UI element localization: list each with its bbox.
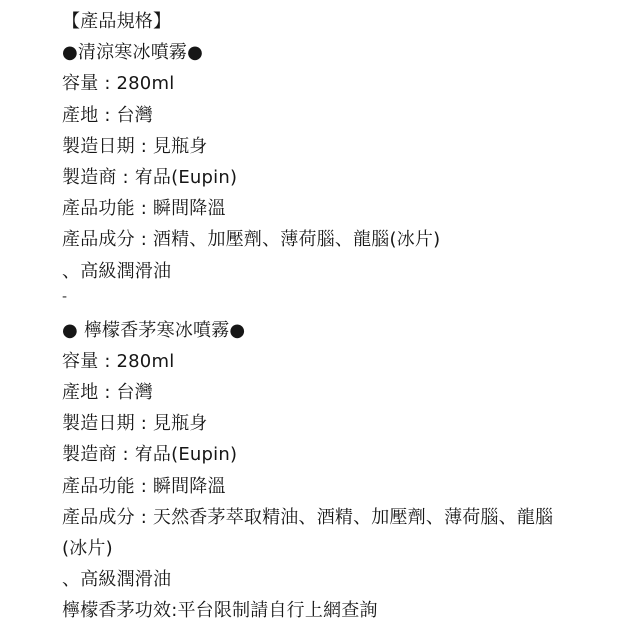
product1-volume: 容量 : 280ml bbox=[62, 73, 175, 95]
product2-ingredients-cont2: 、高級潤滑油 bbox=[62, 569, 172, 591]
product2-origin: 產地 : 台灣 bbox=[62, 382, 153, 404]
product1-ingredients-cont: 、高級潤滑油 bbox=[62, 260, 172, 282]
spec-header: 【產品規格】 bbox=[62, 11, 172, 32]
product1-function: 產品功能 : 瞬間降溫 bbox=[62, 198, 226, 220]
product2-note: 檸檬香茅功效:平台限制請自行上網查詢 bbox=[62, 600, 378, 622]
product1-ingredients: 產品成分 : 酒精、加壓劑、薄荷腦、龍腦(冰片) bbox=[62, 229, 441, 251]
product2-date: 製造日期 : 見瓶身 bbox=[62, 413, 208, 435]
product2-maker: 製造商 : 宥品(Eupin) bbox=[62, 444, 238, 466]
product1-title: ●清涼寒冰噴霧● bbox=[62, 42, 204, 64]
product2-ingredients: 產品成分 : 天然香茅萃取精油、酒精、加壓劑、薄荷腦、龍腦 bbox=[62, 506, 554, 528]
product2-function: 產品功能 : 瞬間降溫 bbox=[62, 475, 226, 497]
product1-maker: 製造商 : 宥品(Eupin) bbox=[62, 166, 238, 188]
product2-ingredients-cont1: (冰片) bbox=[62, 538, 113, 559]
product2-volume: 容量 : 280ml bbox=[62, 350, 175, 372]
product1-origin: 產地 : 台灣 bbox=[62, 104, 153, 126]
product1-date: 製造日期 : 見瓶身 bbox=[62, 135, 208, 157]
separator: - bbox=[62, 288, 68, 305]
product-spec-document bbox=[62, 6, 632, 627]
product2-title: ● 檸檬香茅寒冰噴霧● bbox=[62, 319, 246, 341]
